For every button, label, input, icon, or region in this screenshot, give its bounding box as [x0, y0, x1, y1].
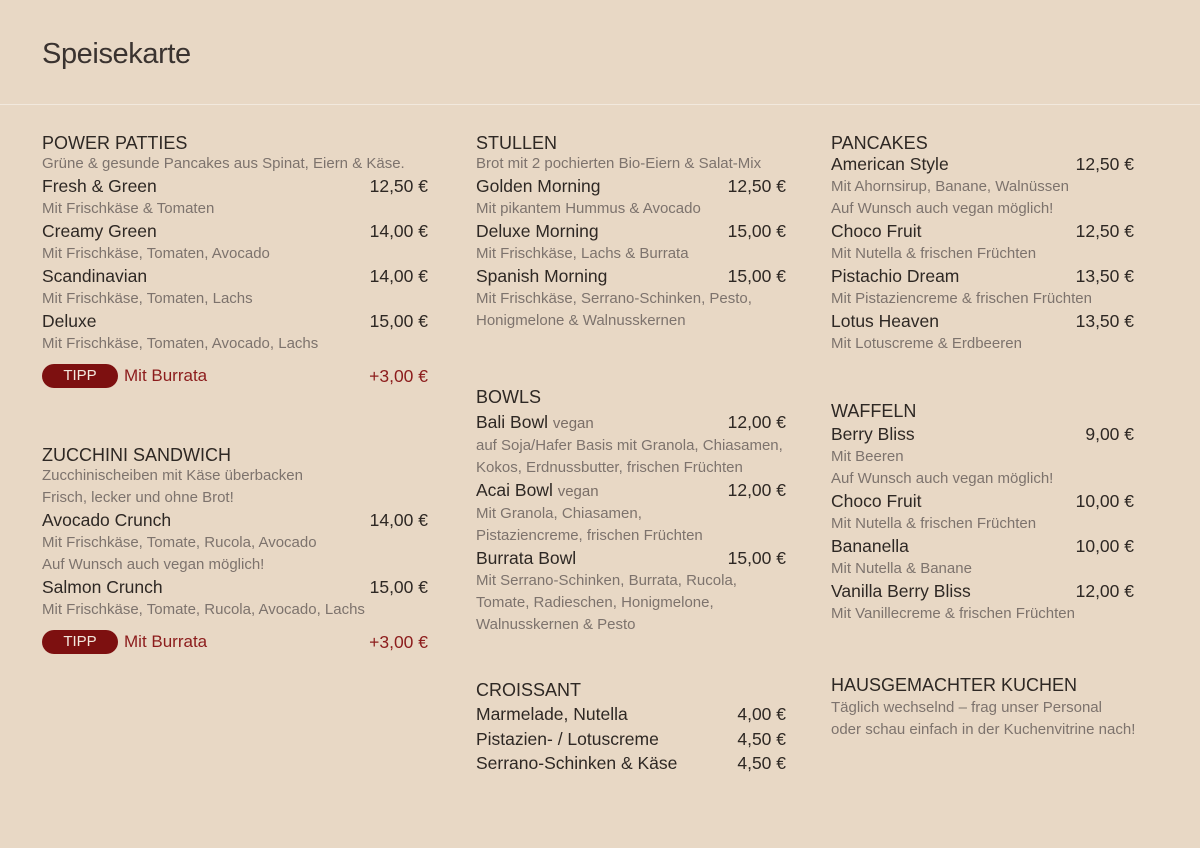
item-name: Acai Bowl — [476, 480, 553, 500]
menu-item — [831, 423, 1134, 446]
item-price: 12,50 € — [727, 176, 786, 196]
menu-item — [476, 220, 786, 243]
item-price: 15,00 € — [727, 266, 786, 286]
item-description: Täglich wechselnd – frag unser Personal — [831, 699, 1102, 716]
section-subtitle: Zucchinischeiben mit Käse überbacken — [42, 467, 303, 484]
item-description: Auf Wunsch auch vegan möglich! — [831, 200, 1054, 217]
item-name: Spanish Morning — [476, 266, 608, 286]
item-name: Bali Bowl — [476, 412, 548, 432]
column-left — [42, 133, 428, 654]
item-description: Mit Frischkäse, Tomaten, Avocado, Lachs — [42, 335, 319, 352]
item-description: Pistaziencreme, frischen Früchten — [476, 527, 703, 544]
item-name: Choco Fruit — [831, 491, 922, 511]
vegan-tag: vegan — [557, 483, 599, 500]
item-price: 15,00 € — [727, 221, 786, 241]
item-price: 15,00 € — [369, 311, 428, 331]
section-title: ZUCCHINI SANDWICH — [42, 445, 231, 465]
item-description: Kokos, Erdnussbutter, frischen Früchten — [476, 459, 743, 476]
item-name: Bananella — [831, 536, 909, 556]
menu-item — [42, 175, 428, 198]
menu-item — [831, 265, 1134, 288]
item-name: Vanilla Berry Bliss — [831, 581, 971, 601]
item-description: Mit Pistaziencreme & frischen Früchten — [831, 290, 1092, 307]
section-bowls — [476, 387, 786, 636]
menu-item — [831, 153, 1134, 176]
tipp-price: +3,00 € — [369, 631, 428, 652]
item-description: Mit Lotuscreme & Erdbeeren — [831, 335, 1022, 352]
item-price: 14,00 € — [369, 266, 428, 286]
item-description: Mit Ahornsirup, Banane, Walnüssen — [831, 178, 1069, 195]
page-title: Speisekarte — [42, 38, 191, 70]
menu-item — [42, 265, 428, 288]
item-name: Burrata Bowl — [476, 548, 577, 568]
item-description: Walnusskernen & Pesto — [476, 616, 636, 633]
item-price: 12,00 € — [1075, 581, 1134, 601]
item-price: 12,00 € — [727, 412, 786, 432]
menu-item — [476, 727, 786, 752]
item-description: Mit Frischkäse, Lachs & Burrata — [476, 245, 689, 262]
section-power-patties — [42, 133, 428, 388]
item-name-wrap — [476, 411, 594, 435]
item-price: 13,50 € — [1075, 311, 1134, 331]
tipp-row — [42, 364, 428, 388]
section-subtitle: Frisch, lecker und ohne Brot! — [42, 489, 234, 506]
item-name: Fresh & Green — [42, 176, 157, 196]
menu-item — [476, 175, 786, 198]
section-title: PANCAKES — [831, 133, 928, 153]
item-description: Mit Frischkäse, Tomaten, Lachs — [42, 290, 253, 307]
section-title: WAFFELN — [831, 401, 917, 421]
tipp-left — [42, 364, 207, 388]
menu-item — [42, 576, 428, 599]
section-title: BOWLS — [476, 387, 542, 407]
item-name: Deluxe Morning — [476, 221, 599, 241]
section-waffeln — [831, 401, 1134, 625]
menu-item — [476, 547, 786, 570]
tipp-row — [42, 630, 428, 654]
item-price: 4,50 € — [737, 728, 786, 749]
item-description: Mit Beeren — [831, 448, 904, 465]
item-name: Salmon Crunch — [42, 577, 163, 597]
menu-item — [831, 220, 1134, 243]
item-price: 12,50 € — [369, 176, 428, 196]
column-middle — [476, 133, 786, 776]
item-name: Scandinavian — [42, 266, 148, 286]
section-title: STULLEN — [476, 133, 558, 153]
item-description: Mit Nutella & frischen Früchten — [831, 515, 1037, 532]
item-price: 10,00 € — [1075, 536, 1134, 556]
item-price: 15,00 € — [727, 548, 786, 568]
item-description: Mit Serrano-Schinken, Burrata, Rucola, — [476, 572, 737, 589]
section-kuchen — [831, 675, 1151, 741]
item-price: 9,00 € — [1085, 424, 1134, 444]
item-description: Mit Frischkäse, Tomate, Rucola, Avocado, Lachs — [42, 601, 365, 618]
item-name-wrap — [476, 479, 599, 503]
tipp-price: +3,00 € — [369, 365, 428, 386]
menu-item — [42, 220, 428, 243]
item-price: 15,00 € — [369, 577, 428, 597]
item-name: Choco Fruit — [831, 221, 922, 241]
item-name: Marmelade, Nutella — [476, 704, 628, 724]
menu-item — [42, 310, 428, 333]
item-price: 14,00 € — [369, 221, 428, 241]
item-description: Mit Nutella & frischen Früchten — [831, 245, 1037, 262]
item-description: Auf Wunsch auch vegan möglich! — [42, 556, 265, 573]
item-name: Pistazien- / Lotuscreme — [476, 728, 659, 749]
item-price: 12,50 € — [1075, 154, 1134, 174]
item-price: 14,00 € — [369, 510, 428, 530]
menu-item — [476, 479, 786, 503]
menu-item — [831, 310, 1134, 333]
item-description: Mit Frischkäse & Tomaten — [42, 200, 215, 217]
header-divider — [0, 104, 1200, 105]
item-description: Honigmelone & Walnusskernen — [476, 312, 686, 329]
tipp-left — [42, 630, 207, 654]
item-name: Lotus Heaven — [831, 311, 939, 331]
item-name: Berry Bliss — [831, 424, 915, 444]
menu-item — [831, 535, 1134, 558]
vegan-tag: vegan — [552, 415, 594, 432]
section-croissant — [476, 680, 786, 776]
column-right — [831, 133, 1151, 741]
item-description: Mit pikantem Hummus & Avocado — [476, 200, 701, 217]
menu-item — [42, 509, 428, 532]
tipp-badge: TIPP — [42, 630, 118, 654]
item-description: Mit Frischkäse, Tomate, Rucola, Avocado — [42, 534, 317, 551]
item-price: 12,50 € — [1075, 221, 1134, 241]
section-zucchini-sandwich — [42, 445, 428, 654]
item-name: Avocado Crunch — [42, 510, 172, 530]
tipp-text: Mit Burrata — [124, 366, 208, 385]
menu-item — [476, 411, 786, 435]
item-description: Tomate, Radieschen, Honigmelone, — [476, 594, 714, 611]
menu-item — [476, 702, 786, 727]
item-description: Auf Wunsch auch vegan möglich! — [831, 470, 1054, 487]
item-price: 4,50 € — [737, 753, 786, 773]
item-description: Mit Vanillecreme & frischen Früchten — [831, 605, 1075, 622]
section-title: HAUSGEMACHTER KUCHEN — [831, 675, 1078, 695]
item-price: 13,50 € — [1075, 266, 1134, 286]
tipp-text: Mit Burrata — [124, 632, 208, 651]
item-name: Deluxe — [42, 311, 97, 331]
item-name: Creamy Green — [42, 221, 157, 241]
item-description: oder schau einfach in der Kuchenvitrine nach! — [831, 721, 1136, 738]
menu-item — [831, 580, 1134, 603]
menu-item — [476, 751, 786, 776]
section-pancakes — [831, 133, 1134, 355]
item-name: Serrano-Schinken & Käse — [476, 753, 678, 773]
tipp-badge: TIPP — [42, 364, 118, 388]
item-price: 10,00 € — [1075, 491, 1134, 511]
menu-item — [831, 490, 1134, 513]
item-price: 12,00 € — [727, 480, 786, 500]
section-stullen — [476, 133, 786, 332]
item-price: 4,00 € — [737, 704, 786, 724]
item-description: auf Soja/Hafer Basis mit Granola, Chiasamen, — [476, 437, 783, 454]
item-description: Mit Frischkäse, Serrano-Schinken, Pesto, — [476, 290, 752, 307]
menu-item — [476, 265, 786, 288]
section-title: CROISSANT — [476, 680, 582, 700]
section-title: POWER PATTIES — [42, 133, 188, 153]
item-description: Mit Frischkäse, Tomaten, Avocado — [42, 245, 270, 262]
item-name: American Style — [831, 154, 949, 174]
item-description: Mit Granola, Chiasamen, — [476, 505, 642, 522]
section-subtitle: Brot mit 2 pochierten Bio-Eiern & Salat-Mix — [476, 155, 762, 172]
item-description: Mit Nutella & Banane — [831, 560, 972, 577]
item-name: Pistachio Dream — [831, 266, 960, 286]
section-subtitle: Grüne & gesunde Pancakes aus Spinat, Eiern & Käse. — [42, 155, 405, 172]
item-name: Golden Morning — [476, 176, 601, 196]
